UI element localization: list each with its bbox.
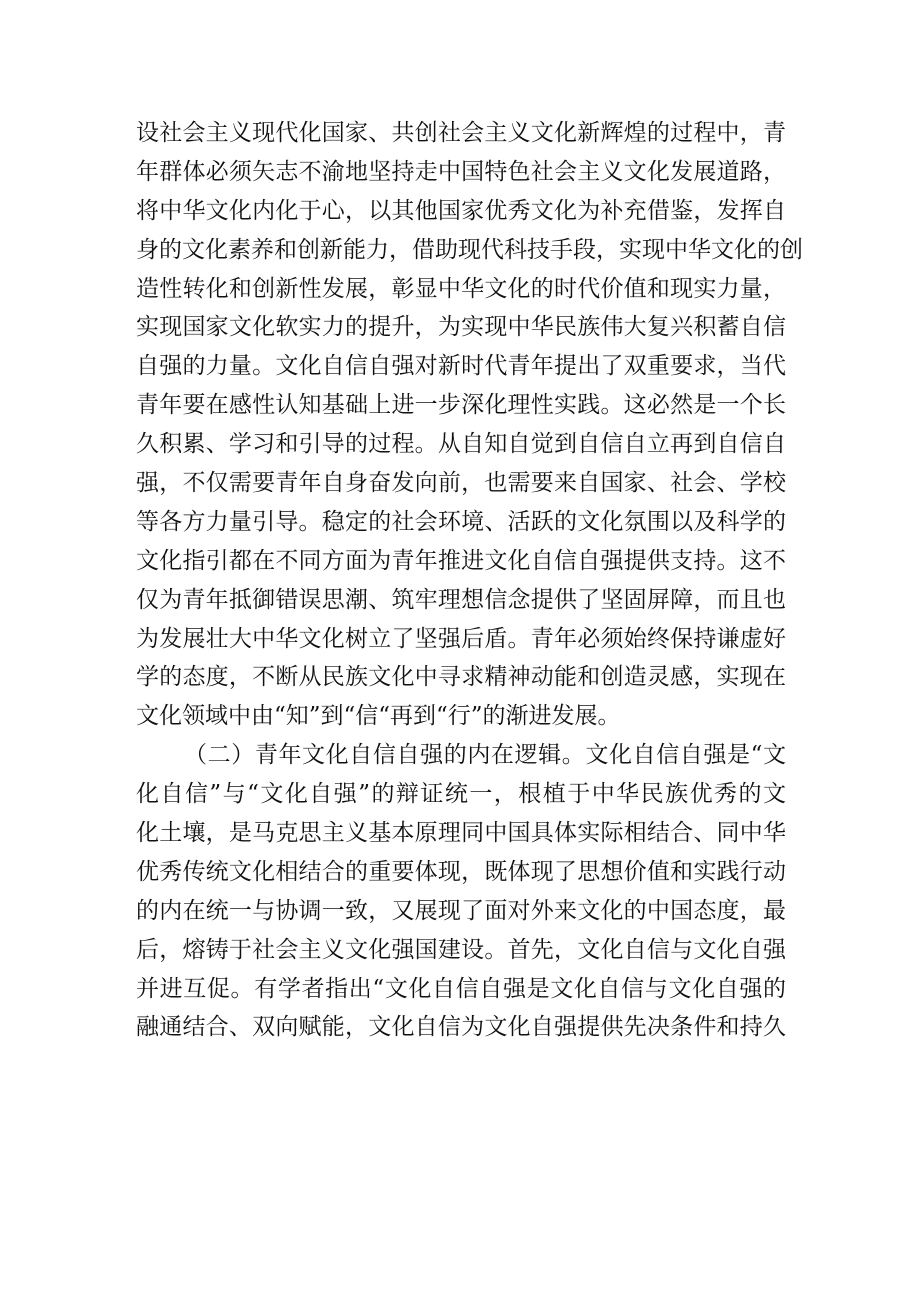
text-line: 造性转化和创新性发展，彰显中华文化的时代价值和现实力量，	[136, 275, 786, 302]
text-line: 设社会主义现代化国家、共创社会主义文化新辉煌的过程中，青	[136, 120, 786, 146]
text-line: 实现国家文化软实力的提升，为实现中华民族伟大复兴积蓄自信	[136, 314, 786, 341]
text-line: 强，不仅需要青年自身奋发向前，也需要来自国家、社会、学校	[136, 470, 786, 497]
text-line: 优秀传统文化相结合的重要体现，既体现了思想价值和实践行动	[136, 858, 786, 885]
body-text	[136, 114, 803, 1047]
text-line: 身的文化素养和创新能力，借助现代科技手段，实现中华文化的创	[136, 236, 803, 263]
text-line: 化自信”与“文化自强”的辩证统一，根植于中华民族优秀的文	[136, 781, 786, 808]
text-line: 将中华文化内化于心，以其他国家优秀文化为补充借鉴，发挥自	[136, 197, 786, 224]
text-line: 年群体必须矢志不渝地坚持走中国特色社会主义文化发展道路，	[136, 158, 786, 185]
text-line: 青年要在感性认知基础上进一步深化理性实践。这必然是一个长	[136, 392, 786, 419]
text-line: 的内在统一与协调一致，又展现了面对外来文化的中国态度，最	[136, 897, 786, 924]
section-heading-line: （二）青年文化自信自强的内在逻辑。文化自信自强是“文	[184, 742, 786, 769]
text-line: 为发展壮大中华文化树立了坚强后盾。青年必须始终保持谦虚好	[136, 625, 786, 652]
paragraph-2	[136, 736, 786, 1047]
text-line: 文化领域中由“知”到“信“再到“行”的渐进发展。	[136, 703, 621, 730]
text-line: 自强的力量。文化自信自强对新时代青年提出了双重要求，当代	[136, 353, 786, 380]
text-line: 仅为青年抵御错误思潮、筑牢理想信念提供了坚固屏障，而且也	[136, 586, 786, 613]
paragraph-1	[136, 114, 803, 736]
text-line: 化土壤，是马克思主义基本原理同中国具体实际相结合、同中华	[136, 820, 786, 847]
text-line: 文化指引都在不同方面为青年推进文化自信自强提供支持。这不	[136, 547, 786, 574]
text-line: 并进互促。有学者指出“文化自信自强是文化自信与文化自强的	[136, 975, 786, 1002]
text-line: 后，熔铸于社会主义文化强国建设。首先，文化自信与文化自强	[136, 936, 786, 963]
text-line: 久积累、学习和引导的过程。从自知自觉到自信自立再到自信自	[136, 431, 786, 458]
text-line: 学的态度，不断从民族文化中寻求精神动能和创造灵感，实现在	[136, 664, 786, 691]
text-line: 等各方力量引导。稳定的社会环境、活跃的文化氛围以及科学的	[136, 508, 786, 535]
text-line: 融通结合、双向赋能，文化自信为文化自强提供先决条件和持久	[136, 1014, 786, 1041]
